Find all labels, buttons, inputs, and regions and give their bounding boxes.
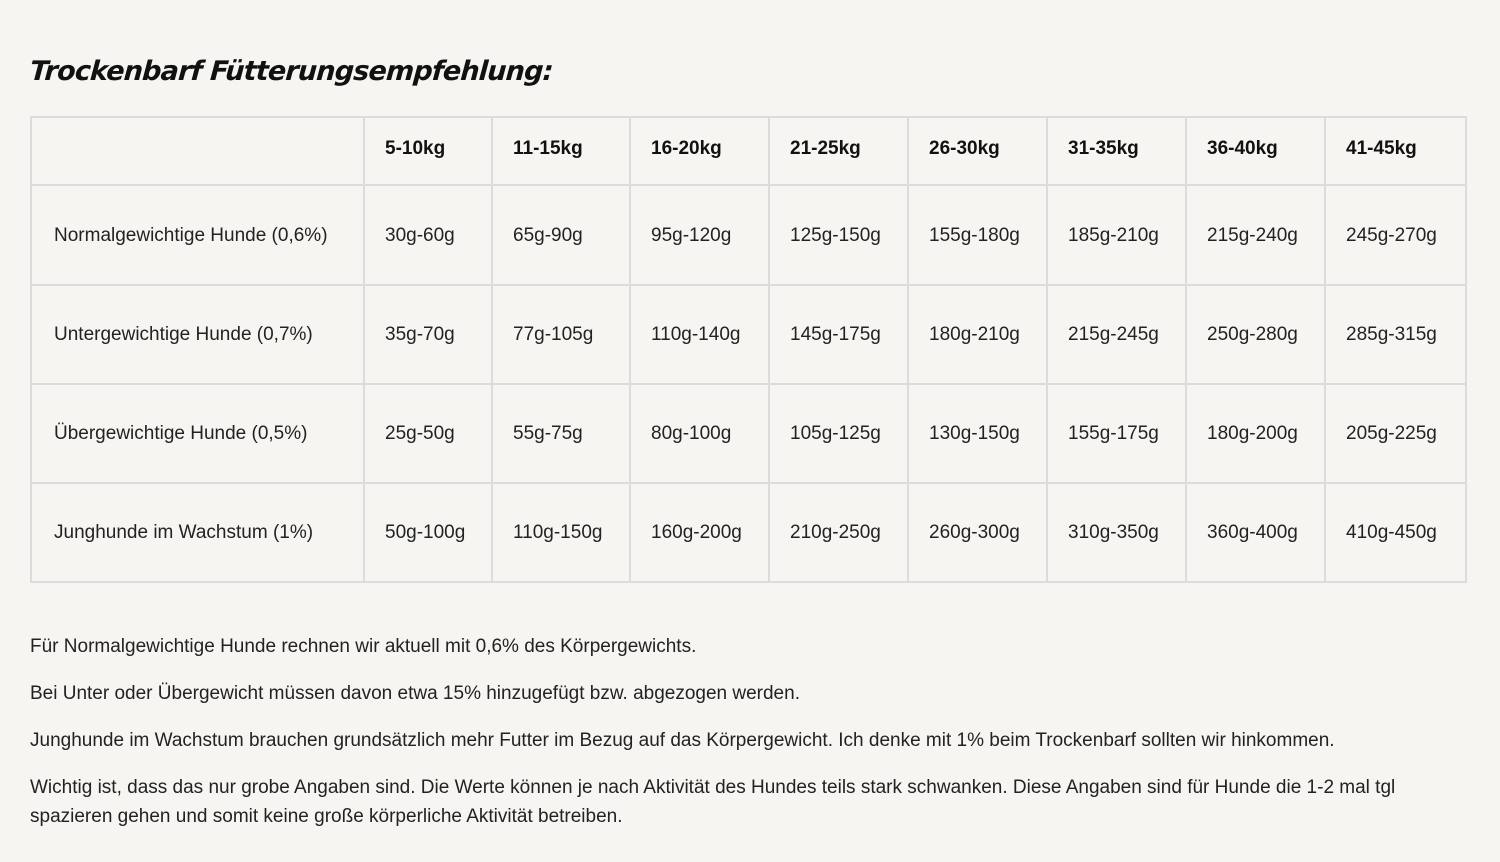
header-cell: 41-45kg <box>1325 117 1466 185</box>
header-cell: 26-30kg <box>908 117 1047 185</box>
note-paragraph: Junghunde im Wachstum brauchen grundsätzlich mehr Futter im Bezug auf das Körpergewicht. Ich denke mit 1% beim Trockenbarf sollten wir hinkommen. <box>30 730 1335 751</box>
row-label: Übergewichtige Hunde (0,5%) <box>31 384 364 483</box>
header-cell: 16-20kg <box>630 117 769 185</box>
table-cell: 110g-150g <box>492 483 630 582</box>
header-cell <box>31 117 364 185</box>
note-paragraph: Wichtig ist, dass das nur grobe Angaben sind. Die Werte können je nach Aktivität des Hundes teils stark schwanken. Diese Angaben sind für Hunde die 1-2 mal tgl spazieren gehen und somit keine große körperliche Aktivität betreiben. <box>30 777 1396 827</box>
table-cell: 180g-210g <box>908 285 1047 384</box>
table-row <box>31 384 1466 483</box>
row-label: Junghunde im Wachstum (1%) <box>31 483 364 582</box>
feeding-table <box>30 116 1467 583</box>
table-cell: 215g-240g <box>1186 185 1325 285</box>
table-cell: 410g-450g <box>1325 483 1466 582</box>
row-label: Normalgewichtige Hunde (0,6%) <box>31 185 364 285</box>
table-cell: 25g-50g <box>364 384 492 483</box>
table-cell: 155g-175g <box>1047 384 1186 483</box>
notes-section <box>30 632 1460 849</box>
table-cell: 360g-400g <box>1186 483 1325 582</box>
table-row <box>31 483 1466 582</box>
table-header-row <box>31 117 1466 185</box>
header-cell: 36-40kg <box>1186 117 1325 185</box>
table-cell: 180g-200g <box>1186 384 1325 483</box>
table-cell: 95g-120g <box>630 185 769 285</box>
table-cell: 30g-60g <box>364 185 492 285</box>
table-cell: 65g-90g <box>492 185 630 285</box>
table-cell: 310g-350g <box>1047 483 1186 582</box>
table-cell: 35g-70g <box>364 285 492 384</box>
table-cell: 50g-100g <box>364 483 492 582</box>
table-cell: 110g-140g <box>630 285 769 384</box>
table-cell: 145g-175g <box>769 285 908 384</box>
table-cell: 77g-105g <box>492 285 630 384</box>
header-cell: 31-35kg <box>1047 117 1186 185</box>
table-cell: 55g-75g <box>492 384 630 483</box>
row-label: Untergewichtige Hunde (0,7%) <box>31 285 364 384</box>
table-cell: 80g-100g <box>630 384 769 483</box>
table-cell: 155g-180g <box>908 185 1047 285</box>
table-cell: 245g-270g <box>1325 185 1466 285</box>
table-cell: 205g-225g <box>1325 384 1466 483</box>
table-cell: 130g-150g <box>908 384 1047 483</box>
header-cell: 11-15kg <box>492 117 630 185</box>
table-cell: 250g-280g <box>1186 285 1325 384</box>
table-cell: 260g-300g <box>908 483 1047 582</box>
note-paragraph: Für Normalgewichtige Hunde rechnen wir aktuell mit 0,6% des Körpergewichts. <box>30 636 697 657</box>
table-cell: 210g-250g <box>769 483 908 582</box>
table-cell: 105g-125g <box>769 384 908 483</box>
note-paragraph: Bei Unter oder Übergewicht müssen davon etwa 15% hinzugefügt bzw. abgezogen werden. <box>30 683 800 704</box>
table-row <box>31 185 1466 285</box>
table-cell: 160g-200g <box>630 483 769 582</box>
page-title: Trockenbarf Fütterungsempfehlung: <box>28 56 554 87</box>
header-cell: 21-25kg <box>769 117 908 185</box>
table-cell: 125g-150g <box>769 185 908 285</box>
header-cell: 5-10kg <box>364 117 492 185</box>
table-cell: 185g-210g <box>1047 185 1186 285</box>
table-row <box>31 285 1466 384</box>
table-cell: 215g-245g <box>1047 285 1186 384</box>
table-cell: 285g-315g <box>1325 285 1466 384</box>
